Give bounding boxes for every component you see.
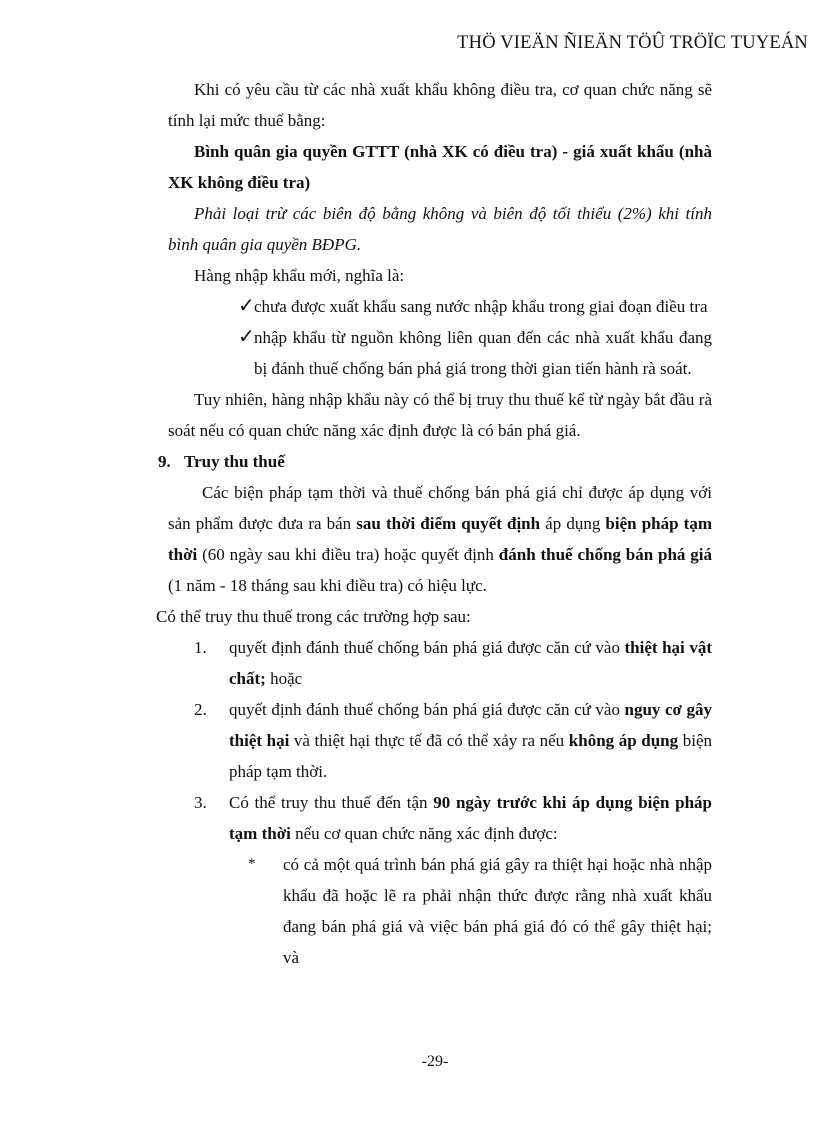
paragraph-section-intro: [168, 477, 712, 601]
text-run: (1 năm - 18 tháng sau khi điều tra) có hiệu lực.: [168, 576, 487, 595]
sub-list-item: [168, 849, 712, 973]
checkmark-icon: ✓: [238, 326, 255, 348]
paragraph-exclusion-note: Phải loại trừ các biên độ bằng không và biên độ tối thiểu (2%) khi tính bình quân gia quyền BĐPG.: [168, 204, 712, 254]
bold-run: nguy cơ gây thiệt hại: [229, 700, 712, 750]
check-item-text: nhập khẩu từ nguồn không liên quan đến các nhà xuất khẩu đang bị đánh thuế chống bán phá giá trong thời gian tiến hành rà soát.: [254, 328, 712, 378]
bold-run: 90 ngày trước khi áp dụng biện pháp tạm thời: [229, 793, 712, 843]
item-number: 1.: [194, 638, 207, 657]
text-run: quyết định đánh thuế chống bán phá giá được căn cứ vào: [229, 700, 625, 719]
bold-run: sau thời điểm quyết định: [356, 514, 541, 533]
text-run: biện pháp tạm thời.: [229, 731, 712, 781]
section-number: 9.: [158, 452, 171, 471]
bold-run: biện pháp tạm thời: [168, 514, 712, 564]
check-item-text: chưa được xuất khẩu sang nước nhập khẩu trong giai đoạn điều tra: [254, 297, 708, 316]
paragraph-cases-lead: Có thể truy thu thuế trong các trường hợp sau:: [156, 607, 471, 626]
section-heading: [158, 446, 712, 477]
text-run: áp dụng: [540, 514, 606, 533]
text-run: và thiệt hại thực tế đã có thể xảy ra nếu: [289, 731, 569, 750]
text-run: Có thể truy thu thuế đến tận: [229, 793, 434, 812]
numbered-list-item: [168, 632, 712, 694]
sub-item-text: có cả một quá trình bán phá giá gây ra thiệt hại hoặc nhà nhập khẩu đã hoặc lẽ ra phải nhận thức được rằng nhà xuất khẩu đang bán phá giá và việc bán phá giá đó có thể gây thiệt hại; và: [283, 855, 712, 967]
paragraph-formula: Bình quân gia quyền GTTT (nhà XK có điều tra) - giá xuất khẩu (nhà XK không điều tra): [168, 142, 712, 192]
bold-run: thiệt hại vật chất;: [229, 638, 712, 688]
bold-run: đánh thuế chống bán phá giá: [498, 545, 712, 564]
text-run: hoặc: [265, 669, 303, 688]
page-content: [156, 74, 712, 973]
asterisk-bullet-icon: *: [248, 856, 256, 872]
page-header: THÖ VIEÄN ÑIEÄN TÖÛ TRÖÏC TUYEÁN: [457, 33, 808, 53]
paragraph-new-imports: Hàng nhập khẩu mới, nghĩa là:: [194, 266, 405, 285]
text-run: quyết định đánh thuế chống bán phá giá được căn cứ vào: [229, 638, 625, 657]
paragraph-however: Tuy nhiên, hàng nhập khẩu này có thể bị truy thu thuế kể từ ngày bắt đầu rà soát nếu có quan chức năng xác định được là có bán phá giá.: [168, 390, 712, 440]
text-run: (60 ngày sau khi điều tra) hoặc quyết định: [197, 545, 499, 564]
numbered-list-item: [168, 694, 712, 787]
check-list-item: [168, 322, 712, 384]
text-run: Các biện pháp tạm thời và thuế chống bán phá giá chỉ được áp dụng với sản phẩm được đưa ra bán: [168, 483, 712, 533]
item-number: 2.: [194, 700, 207, 719]
paragraph-request-recalc: Khi có yêu cầu từ các nhà xuất khẩu không điều tra, cơ quan chức năng sẽ tính lại mức thuế bằng:: [168, 80, 712, 130]
bold-run: không áp dụng: [568, 731, 679, 750]
numbered-list-item: [168, 787, 712, 849]
item-number: 3.: [194, 793, 207, 812]
section-title: Truy thu thuế: [184, 452, 285, 471]
text-run: nếu cơ quan chức năng xác định được:: [290, 824, 558, 843]
check-list-item: [168, 291, 712, 322]
page-number: -29-: [421, 1053, 449, 1070]
checkmark-icon: ✓: [238, 295, 255, 317]
